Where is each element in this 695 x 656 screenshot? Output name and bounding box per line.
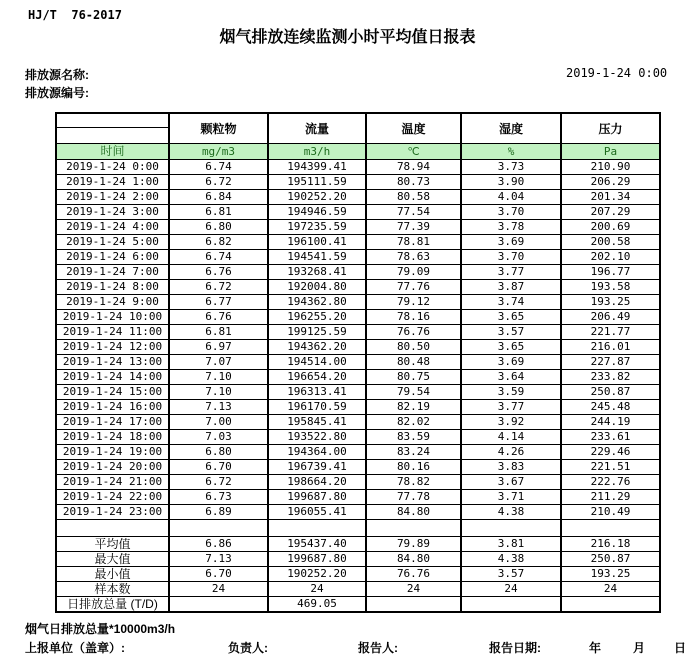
standard-code: HJ/T 76-2017	[28, 8, 122, 22]
value-cell: 6.81	[169, 205, 268, 220]
value-cell: 3.87	[461, 280, 561, 295]
row-label-cell: 2019-1-24 5:00	[56, 235, 169, 250]
value-cell: 195845.41	[268, 415, 366, 430]
value-cell: 199687.80	[268, 552, 366, 567]
value-cell: 7.10	[169, 385, 268, 400]
col-header-temperature: 温度	[366, 113, 461, 144]
value-cell: 3.59	[461, 385, 561, 400]
value-cell: 245.48	[561, 400, 660, 415]
value-cell: 469.05	[268, 597, 366, 613]
value-cell: 192004.80	[268, 280, 366, 295]
value-cell: 193.58	[561, 280, 660, 295]
value-cell: 3.71	[461, 490, 561, 505]
row-label-cell: 2019-1-24 16:00	[56, 400, 169, 415]
value-cell: 206.49	[561, 310, 660, 325]
value-cell: 199125.59	[268, 325, 366, 340]
responsible-label: 负责人:	[228, 641, 268, 655]
value-cell: 80.58	[366, 190, 461, 205]
month-label: 月	[633, 641, 646, 655]
hourly-data-row	[56, 250, 660, 265]
value-cell: 7.13	[169, 552, 268, 567]
value-cell: 221.51	[561, 460, 660, 475]
value-cell: 244.19	[561, 415, 660, 430]
col-header-pressure: 压力	[561, 113, 660, 144]
value-cell: 3.64	[461, 370, 561, 385]
value-cell: 77.78	[366, 490, 461, 505]
value-cell: 6.84	[169, 190, 268, 205]
value-cell: 80.48	[366, 355, 461, 370]
hourly-data-row	[56, 385, 660, 400]
row-label-cell: 2019-1-24 2:00	[56, 190, 169, 205]
row-label-cell: 2019-1-24 14:00	[56, 370, 169, 385]
value-cell: 206.29	[561, 175, 660, 190]
summary-row	[56, 567, 660, 582]
row-label-cell: 样本数	[56, 582, 169, 597]
value-cell: 3.57	[461, 325, 561, 340]
value-cell: 82.19	[366, 400, 461, 415]
report-datetime: 2019-1-24 0:00	[566, 66, 668, 80]
value-cell: 3.77	[461, 400, 561, 415]
value-cell: 3.67	[461, 475, 561, 490]
value-cell: 227.87	[561, 355, 660, 370]
value-cell: 4.38	[461, 505, 561, 520]
value-cell: 4.38	[461, 552, 561, 567]
value-cell	[461, 597, 561, 613]
value-cell: 3.65	[461, 310, 561, 325]
value-cell: 83.24	[366, 445, 461, 460]
value-cell: 7.00	[169, 415, 268, 430]
value-cell: 6.80	[169, 220, 268, 235]
signature-line	[0, 639, 695, 655]
row-label-cell: 2019-1-24 9:00	[56, 295, 169, 310]
hourly-data-row	[56, 445, 660, 460]
value-cell: 6.72	[169, 280, 268, 295]
value-cell: 233.82	[561, 370, 660, 385]
value-cell: 196100.41	[268, 235, 366, 250]
value-cell: 3.92	[461, 415, 561, 430]
value-cell: 77.54	[366, 205, 461, 220]
value-cell: 78.81	[366, 235, 461, 250]
value-cell: 193268.41	[268, 265, 366, 280]
value-cell: 6.76	[169, 310, 268, 325]
source-code-label: 排放源编号:	[25, 86, 89, 100]
value-cell: 199687.80	[268, 490, 366, 505]
time-header: 时间	[56, 144, 169, 160]
value-cell: 196255.20	[268, 310, 366, 325]
value-cell	[366, 597, 461, 613]
value-cell: 3.69	[461, 235, 561, 250]
hourly-data-row	[56, 175, 660, 190]
hourly-data-row	[56, 430, 660, 445]
value-cell: 76.76	[366, 325, 461, 340]
value-cell: 24	[366, 582, 461, 597]
row-label-cell: 2019-1-24 6:00	[56, 250, 169, 265]
value-cell: 3.70	[461, 250, 561, 265]
value-cell: 80.16	[366, 460, 461, 475]
value-cell: 6.72	[169, 475, 268, 490]
report-date-label: 报告日期:	[489, 641, 541, 655]
value-cell: 194946.59	[268, 205, 366, 220]
value-cell: 210.49	[561, 505, 660, 520]
value-cell: 83.59	[366, 430, 461, 445]
summary-row	[56, 552, 660, 567]
unit-temperature: ℃	[366, 144, 461, 160]
flow-total-note: 烟气日排放总量*10000m3/h	[25, 622, 176, 636]
unit-pressure: Pa	[561, 144, 660, 160]
hourly-data-row	[56, 310, 660, 325]
value-cell: 193522.80	[268, 430, 366, 445]
hourly-data-row	[56, 205, 660, 220]
value-cell: 201.34	[561, 190, 660, 205]
value-cell: 190252.20	[268, 190, 366, 205]
unit-particulate: mg/m3	[169, 144, 268, 160]
value-cell: 79.09	[366, 265, 461, 280]
value-cell: 198664.20	[268, 475, 366, 490]
value-cell: 196.77	[561, 265, 660, 280]
value-cell: 193.25	[561, 567, 660, 582]
value-cell: 216.01	[561, 340, 660, 355]
hourly-data-row	[56, 340, 660, 355]
value-cell: 207.29	[561, 205, 660, 220]
row-label-cell: 2019-1-24 22:00	[56, 490, 169, 505]
hourly-data-row	[56, 190, 660, 205]
value-cell: 3.78	[461, 220, 561, 235]
value-cell: 84.80	[366, 505, 461, 520]
value-cell: 194362.80	[268, 295, 366, 310]
value-cell: 7.13	[169, 400, 268, 415]
value-cell: 194514.00	[268, 355, 366, 370]
row-label-cell: 2019-1-24 13:00	[56, 355, 169, 370]
unit-flow: m3/h	[268, 144, 366, 160]
value-cell: 76.76	[366, 567, 461, 582]
corner-cell-bottom	[57, 128, 168, 143]
value-cell: 3.57	[461, 567, 561, 582]
summary-row	[56, 597, 660, 613]
value-cell: 77.76	[366, 280, 461, 295]
value-cell: 80.75	[366, 370, 461, 385]
spacer-row	[56, 520, 660, 537]
value-cell: 3.73	[461, 160, 561, 175]
value-cell: 6.80	[169, 445, 268, 460]
hourly-data-row	[56, 235, 660, 250]
value-cell: 6.77	[169, 295, 268, 310]
value-cell	[561, 597, 660, 613]
row-label-cell: 2019-1-24 0:00	[56, 160, 169, 175]
value-cell: 250.87	[561, 552, 660, 567]
value-cell: 24	[461, 582, 561, 597]
value-cell: 24	[169, 582, 268, 597]
summary-row	[56, 582, 660, 597]
hourly-data-row	[56, 490, 660, 505]
value-cell: 196170.59	[268, 400, 366, 415]
source-name-label: 排放源名称:	[25, 68, 89, 82]
row-label-cell: 2019-1-24 20:00	[56, 460, 169, 475]
value-cell: 3.74	[461, 295, 561, 310]
value-cell	[169, 597, 268, 613]
row-label-cell: 最小值	[56, 567, 169, 582]
hourly-data-row	[56, 220, 660, 235]
hourly-data-row	[56, 265, 660, 280]
value-cell: 250.87	[561, 385, 660, 400]
value-cell: 193.25	[561, 295, 660, 310]
hourly-data-row	[56, 505, 660, 520]
value-cell: 3.83	[461, 460, 561, 475]
value-cell: 202.10	[561, 250, 660, 265]
pollutant-header-row	[56, 113, 660, 144]
value-cell: 7.10	[169, 370, 268, 385]
value-cell	[366, 520, 461, 537]
value-cell: 78.82	[366, 475, 461, 490]
hourly-data-row	[56, 280, 660, 295]
row-label-cell: 2019-1-24 11:00	[56, 325, 169, 340]
value-cell: 200.58	[561, 235, 660, 250]
col-header-particulate: 颗粒物	[169, 113, 268, 144]
value-cell: 6.74	[169, 250, 268, 265]
hourly-data-row	[56, 355, 660, 370]
value-cell: 24	[561, 582, 660, 597]
value-cell: 78.63	[366, 250, 461, 265]
value-cell: 195111.59	[268, 175, 366, 190]
unit-header-row	[56, 144, 660, 160]
hourly-data-row	[56, 325, 660, 340]
value-cell: 6.81	[169, 325, 268, 340]
hourly-data-row	[56, 400, 660, 415]
row-label-cell: 2019-1-24 23:00	[56, 505, 169, 520]
row-label-cell: 2019-1-24 4:00	[56, 220, 169, 235]
value-cell: 4.14	[461, 430, 561, 445]
value-cell: 3.69	[461, 355, 561, 370]
value-cell: 3.70	[461, 205, 561, 220]
value-cell: 200.69	[561, 220, 660, 235]
value-cell: 79.89	[366, 537, 461, 552]
hourly-data-row	[56, 160, 660, 175]
value-cell: 197235.59	[268, 220, 366, 235]
day-label: 日	[674, 641, 687, 655]
value-cell: 82.02	[366, 415, 461, 430]
value-cell: 6.74	[169, 160, 268, 175]
report-unit-label: 上报单位（盖章）:	[25, 641, 125, 655]
row-label-cell	[56, 520, 169, 537]
value-cell	[268, 520, 366, 537]
value-cell: 3.81	[461, 537, 561, 552]
value-cell: 3.65	[461, 340, 561, 355]
hourly-data-row	[56, 460, 660, 475]
value-cell: 194541.59	[268, 250, 366, 265]
value-cell: 4.26	[461, 445, 561, 460]
value-cell: 233.61	[561, 430, 660, 445]
col-header-flow: 流量	[268, 113, 366, 144]
value-cell: 6.82	[169, 235, 268, 250]
value-cell: 6.72	[169, 175, 268, 190]
monitoring-data-table	[55, 112, 661, 613]
row-label-cell: 2019-1-24 10:00	[56, 310, 169, 325]
value-cell: 80.50	[366, 340, 461, 355]
value-cell: 222.76	[561, 475, 660, 490]
value-cell: 6.76	[169, 265, 268, 280]
corner-cell	[56, 113, 169, 144]
value-cell: 6.73	[169, 490, 268, 505]
value-cell: 216.18	[561, 537, 660, 552]
row-label-cell: 2019-1-24 1:00	[56, 175, 169, 190]
value-cell: 194399.41	[268, 160, 366, 175]
value-cell: 196654.20	[268, 370, 366, 385]
row-label-cell: 2019-1-24 15:00	[56, 385, 169, 400]
value-cell: 6.70	[169, 567, 268, 582]
value-cell: 6.89	[169, 505, 268, 520]
value-cell	[169, 520, 268, 537]
value-cell: 84.80	[366, 552, 461, 567]
value-cell: 4.04	[461, 190, 561, 205]
value-cell: 211.29	[561, 490, 660, 505]
hourly-data-row	[56, 415, 660, 430]
value-cell: 221.77	[561, 325, 660, 340]
value-cell: 79.12	[366, 295, 461, 310]
value-cell: 210.90	[561, 160, 660, 175]
value-cell: 77.39	[366, 220, 461, 235]
hourly-data-row	[56, 295, 660, 310]
value-cell: 196313.41	[268, 385, 366, 400]
value-cell: 78.94	[366, 160, 461, 175]
value-cell: 195437.40	[268, 537, 366, 552]
row-label-cell: 日排放总量 (T/D)	[56, 597, 169, 613]
value-cell: 6.97	[169, 340, 268, 355]
row-label-cell: 2019-1-24 7:00	[56, 265, 169, 280]
page-title: 烟气排放连续监测小时平均值日报表	[219, 29, 476, 46]
row-label-cell: 2019-1-24 18:00	[56, 430, 169, 445]
value-cell: 194364.00	[268, 445, 366, 460]
value-cell: 194362.20	[268, 340, 366, 355]
year-label: 年	[589, 641, 602, 655]
value-cell: 3.77	[461, 265, 561, 280]
row-label-cell: 2019-1-24 17:00	[56, 415, 169, 430]
row-label-cell: 2019-1-24 21:00	[56, 475, 169, 490]
value-cell	[561, 520, 660, 537]
value-cell: 7.03	[169, 430, 268, 445]
value-cell: 196739.41	[268, 460, 366, 475]
value-cell: 79.54	[366, 385, 461, 400]
value-cell: 24	[268, 582, 366, 597]
value-cell: 190252.20	[268, 567, 366, 582]
hourly-data-row	[56, 370, 660, 385]
value-cell: 80.73	[366, 175, 461, 190]
value-cell	[461, 520, 561, 537]
col-header-humidity: 湿度	[461, 113, 561, 144]
value-cell: 78.16	[366, 310, 461, 325]
value-cell: 6.86	[169, 537, 268, 552]
value-cell: 3.90	[461, 175, 561, 190]
unit-humidity: %	[461, 144, 561, 160]
row-label-cell: 2019-1-24 3:00	[56, 205, 169, 220]
row-label-cell: 2019-1-24 19:00	[56, 445, 169, 460]
hourly-data-row	[56, 475, 660, 490]
value-cell: 6.70	[169, 460, 268, 475]
value-cell: 196055.41	[268, 505, 366, 520]
value-cell: 229.46	[561, 445, 660, 460]
row-label-cell: 2019-1-24 8:00	[56, 280, 169, 295]
row-label-cell: 平均值	[56, 537, 169, 552]
summary-row	[56, 537, 660, 552]
corner-cell-top	[57, 114, 168, 128]
row-label-cell: 最大值	[56, 552, 169, 567]
reporter-label: 报告人:	[358, 641, 398, 655]
row-label-cell: 2019-1-24 12:00	[56, 340, 169, 355]
value-cell: 7.07	[169, 355, 268, 370]
